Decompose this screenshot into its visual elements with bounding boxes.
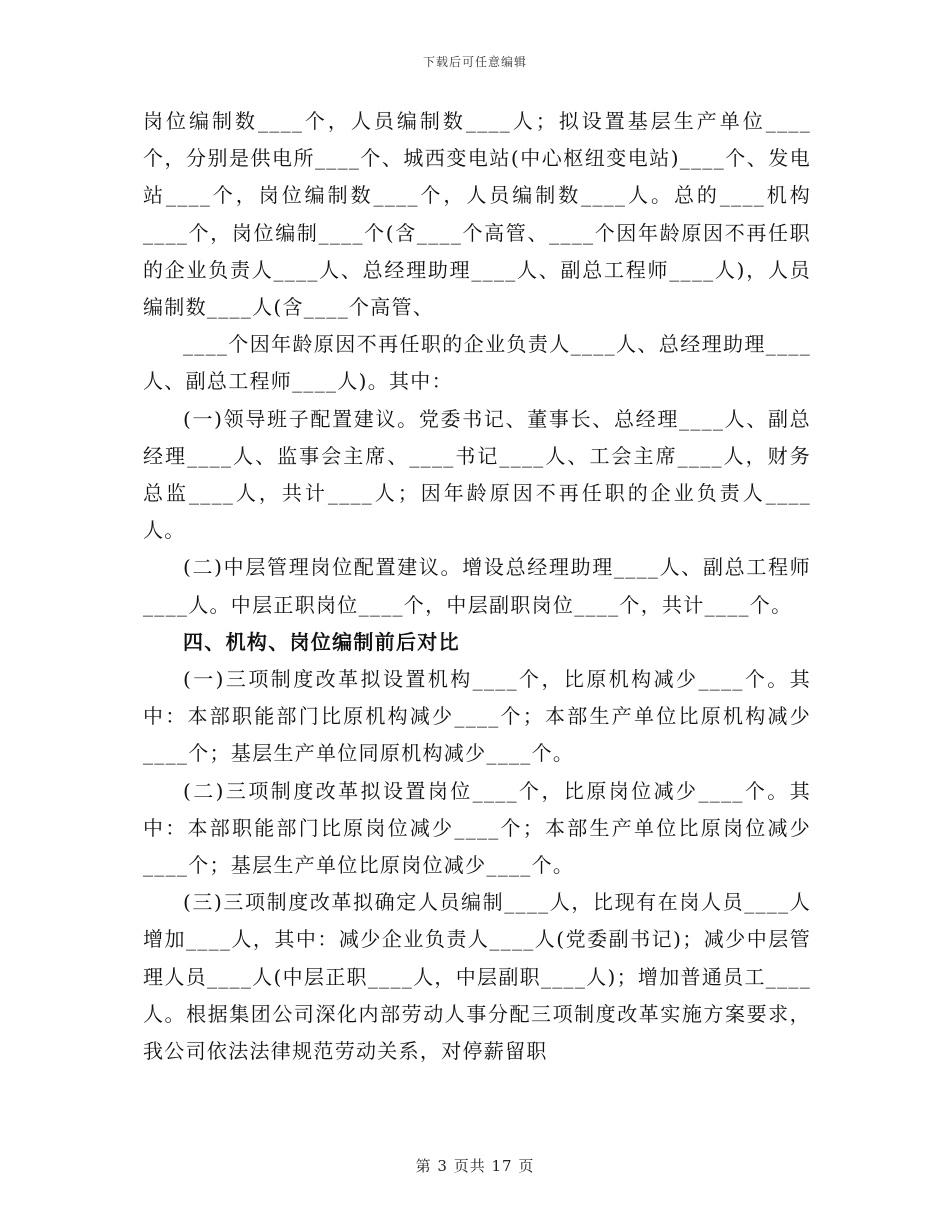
paragraph-institution-comparison: (一)三项制度改革拟设置机构____个，比原机构减少____个。其中：本部职能部门比原机构减少____个；本部生产单位比原机构减少____个；基层生产单位同原机构减少____个。 bbox=[143, 667, 811, 766]
paragraph-staffing-continued: ____个因年龄原因不再任职的企业负责人____人、总经理助理____人、副总工程师____人)。其中： bbox=[143, 332, 811, 394]
page-footer: 第 3 页共 17 页 bbox=[415, 1157, 535, 1175]
section-heading-comparison: 四、机构、岗位编制前后对比 bbox=[183, 629, 460, 654]
paragraph-position-comparison: (二)三项制度改革拟设置岗位____个，比原岗位减少____个。其中：本部职能部门比原岗位减少____个；本部生产单位比原岗位减少____个；基层生产单位比原岗位减少____个。 bbox=[143, 778, 811, 878]
page-header: 下载后可任意编辑 bbox=[422, 55, 527, 69]
paragraph-personnel-comparison: (三)三项制度改革拟确定人员编制____人，比现有在岗人员____人增加____人，其中：减少企业负责人____人(党委副书记)；减少中层管理人员____人(中层正职____人，中层副职____人)；增加普通员工____人。根据集团公司深化内部劳动人事分配三项制度改革实施方案要求，我公司依法法律规范劳动关系，对停薪留职 bbox=[143, 890, 811, 1064]
paragraph-staffing-overview: 岗位编制数____个，人员编制数____人；拟设置基层生产单位____个，分别是供电所____个、城西变电站(中心枢纽变电站)____个、发电站____个，岗位编制数____个，人员编制数____人。总的____机构____个，岗位编制____个(含____个高管、____个因年龄原因不再任职的企业负责人____人、总经理助理____人、副总工程师____人)，人员编制数____人(含____个高管、 bbox=[143, 109, 811, 320]
document-body bbox=[143, 103, 811, 1070]
paragraph-leadership-config: (一)领导班子配置建议。党委书记、董事长、总经理____人、副总经理____人、监事会主席、____书记____人、工会主席____人，财务总监____人，共计____人；因年龄原因不再任职的企业负责人____人。 bbox=[143, 406, 811, 543]
paragraph-middle-management-config: (二)中层管理岗位配置建议。增设总经理助理____人、副总工程师____人。中层正职岗位____个，中层副职岗位____个，共计____个。 bbox=[143, 555, 811, 617]
